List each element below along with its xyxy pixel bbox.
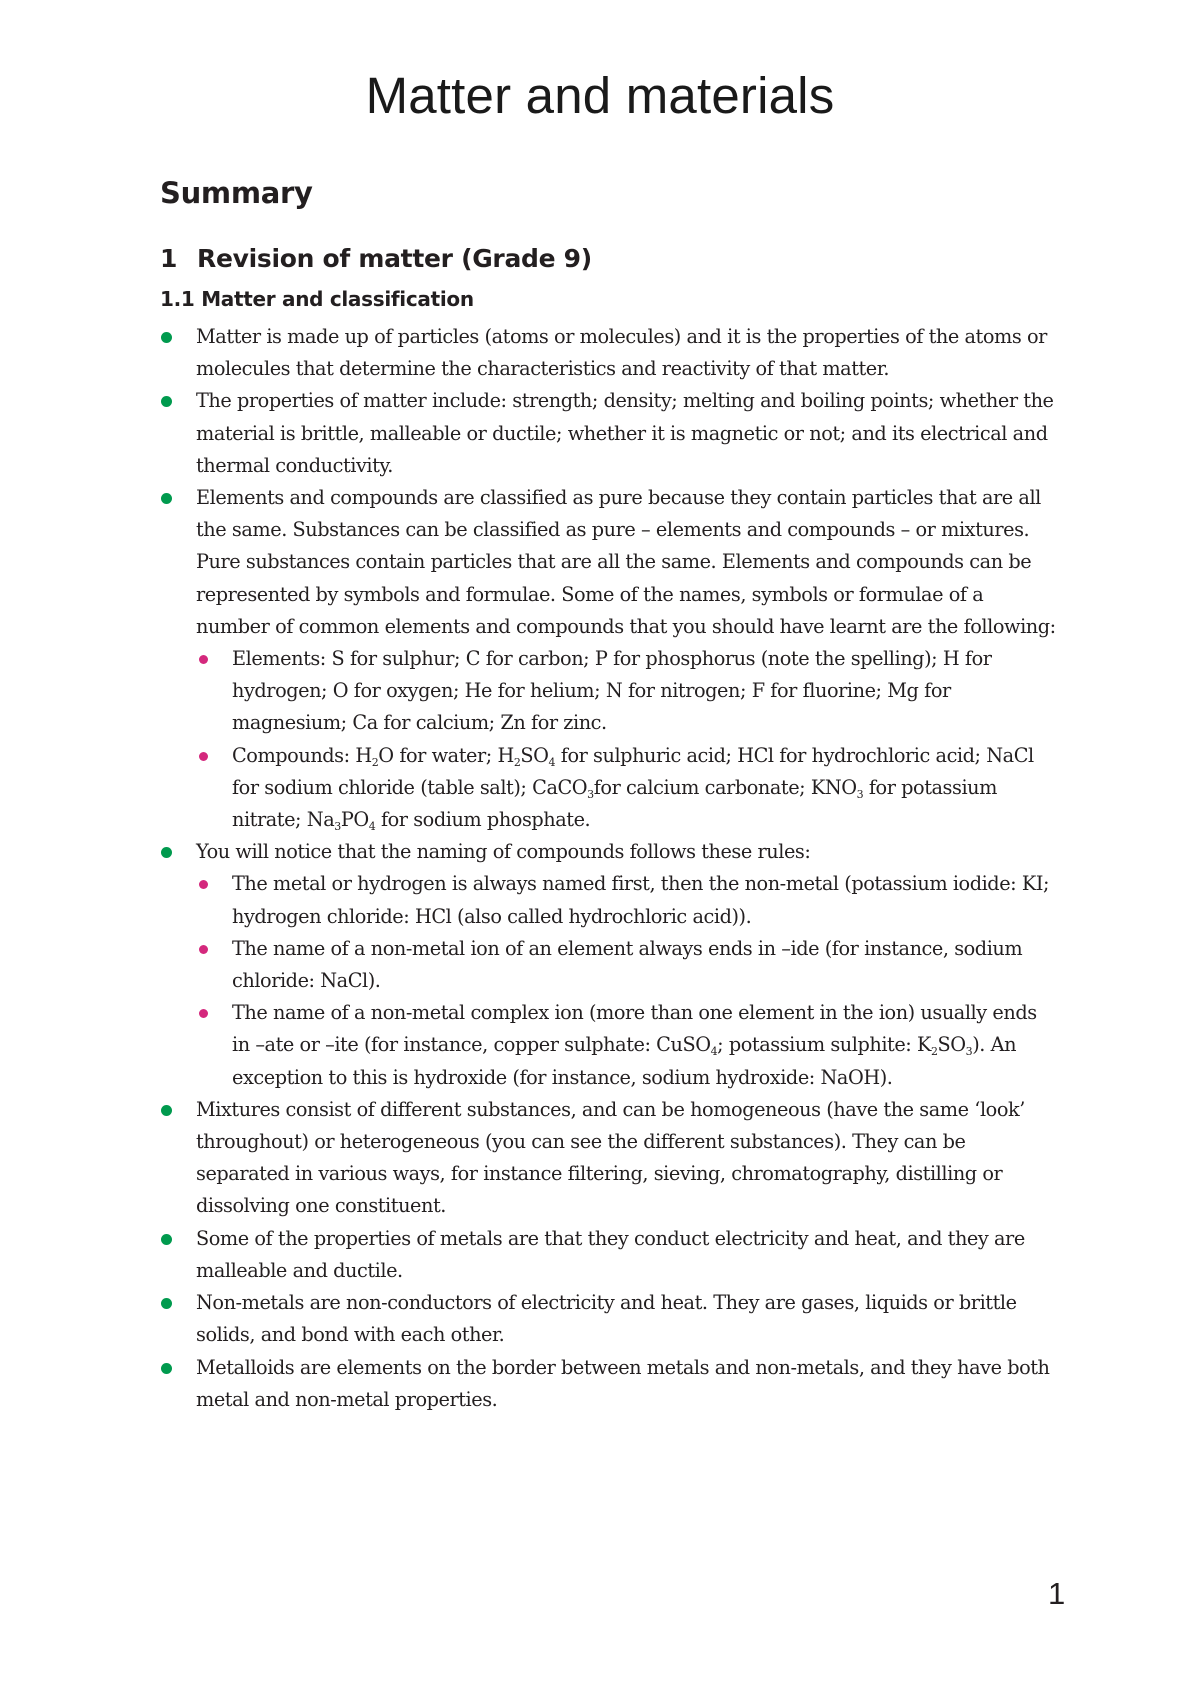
subsection-heading: 1.1 Matter and classification	[160, 287, 474, 311]
bullet-text: Matter is made up of particles (atoms or molecules) and it is the properties of the atoms or molecules that determine the characteristics and reactivity of that matter.	[196, 325, 1047, 381]
sub-list-item	[196, 997, 1060, 1094]
bullet-icon	[161, 493, 172, 504]
section-number: 1	[160, 244, 178, 273]
list-item	[160, 321, 1060, 385]
list-item	[160, 482, 1060, 836]
page-title: Matter and materials	[365, 67, 835, 124]
sub-bullet-icon	[199, 655, 208, 664]
list-item	[160, 1094, 1060, 1223]
section-heading	[160, 244, 1060, 273]
bullet-icon	[161, 1298, 172, 1309]
sub-bullet-text: The name of a non-metal complex ion (more than one element in the ion) usually ends in –ate or –ite (for instance, copper sulphate: CuSO$_4$; potassium sulphite: $K_2SO_3$). An exception to this is hydroxide (for instance, sodium hydroxide: NaOH).	[232, 1001, 1037, 1089]
sub-bullet-text: The name of a non-metal ion of an element always ends in –ide (for instance, sodium chloride: NaCl).	[232, 936, 1023, 993]
bullet-icon	[161, 847, 172, 858]
sub-list-item	[196, 740, 1060, 837]
sub-list-item	[196, 933, 1060, 997]
sub-bullet-icon	[199, 880, 208, 889]
summary-list	[160, 321, 1060, 1416]
bullet-text: Elements and compounds are classified as pure because they contain particles that are all the same. Substances can be classified as pure – elements and compounds – or mixtures. Pure substances contain particles that are all the same. Elements and compounds can be represented by symbols and formulae. Some of the names, symbols or formulae of a number of common elements and compounds that you should have learnt are the following:	[196, 486, 1056, 638]
bullet-icon	[161, 1234, 172, 1245]
list-item	[160, 385, 1060, 482]
sub-list-item	[196, 868, 1060, 932]
bullet-text: The properties of matter include: strength; density; melting and boiling points; whether the material is brittle, malleable or ductile; whether it is magnetic or not; and its electrical and thermal conductivity.	[196, 389, 1054, 477]
bullet-icon	[161, 1363, 172, 1374]
page-content	[160, 176, 1060, 1416]
bullet-text: Some of the properties of metals are that they conduct electricity and heat, and they are malleable and ductile.	[196, 1226, 1025, 1282]
bullet-text: Non-metals are non-conductors of electricity and heat. They are gases, liquids or brittle solids, and bond with each other.	[196, 1291, 1017, 1347]
list-item	[160, 1352, 1060, 1416]
bullet-icon	[161, 332, 172, 343]
bullet-icon	[161, 1105, 172, 1116]
list-item	[160, 1223, 1060, 1287]
list-item	[160, 1287, 1060, 1351]
sub-bullet-icon	[199, 752, 208, 761]
bullet-text: Metalloids are elements on the border between metals and non-metals, and they have both metal and non-metal properties.	[196, 1355, 1050, 1411]
sub-list-item	[196, 643, 1060, 740]
sub-bullet-text: Compounds: $H_2O$ for water; $H_2SO_4$ for sulphuric acid; HCl for hydrochloric acid; NaCl for sodium chloride (table salt); CaCO$_3$for calcium carbonate; $KNO_3$ for potassium nitrate; $Na_3PO_4$ for sodium phosphate.	[232, 743, 1034, 834]
sub-list	[196, 868, 1060, 1093]
summary-heading: Summary	[160, 176, 313, 210]
bullet-text: Mixtures consist of different substances, and can be homogeneous (have the same ‘look’ throughout) or heterogeneous (you can see the different substances). They can be separated in various ways, for instance filtering, sieving, chromatography, distilling or dissolving one constituent.	[196, 1097, 1025, 1218]
list-item	[160, 836, 1060, 1094]
sub-bullet-text: The metal or hydrogen is always named first, then the non-metal (potassium iodide: KI; hydrogen chloride: HCl (also called hydrochloric acid)).	[232, 872, 1050, 928]
page-number: 1	[1048, 1576, 1066, 1611]
bullet-icon	[161, 396, 172, 407]
bullet-text: You will notice that the naming of compounds follows these rules:	[196, 840, 811, 864]
sub-list	[196, 643, 1060, 836]
section-title: Revision of matter (Grade 9)	[197, 244, 592, 273]
sub-bullet-text: Elements: S for sulphur; C for carbon; P for phosphorus (note the spelling); H for hydrogen; O for oxygen; He for helium; N for nitrogen; F for fluorine; Mg for magnesium; Ca for calcium; Zn for zinc.	[232, 647, 992, 735]
sub-bullet-icon	[199, 1009, 208, 1018]
sub-bullet-icon	[199, 945, 208, 954]
